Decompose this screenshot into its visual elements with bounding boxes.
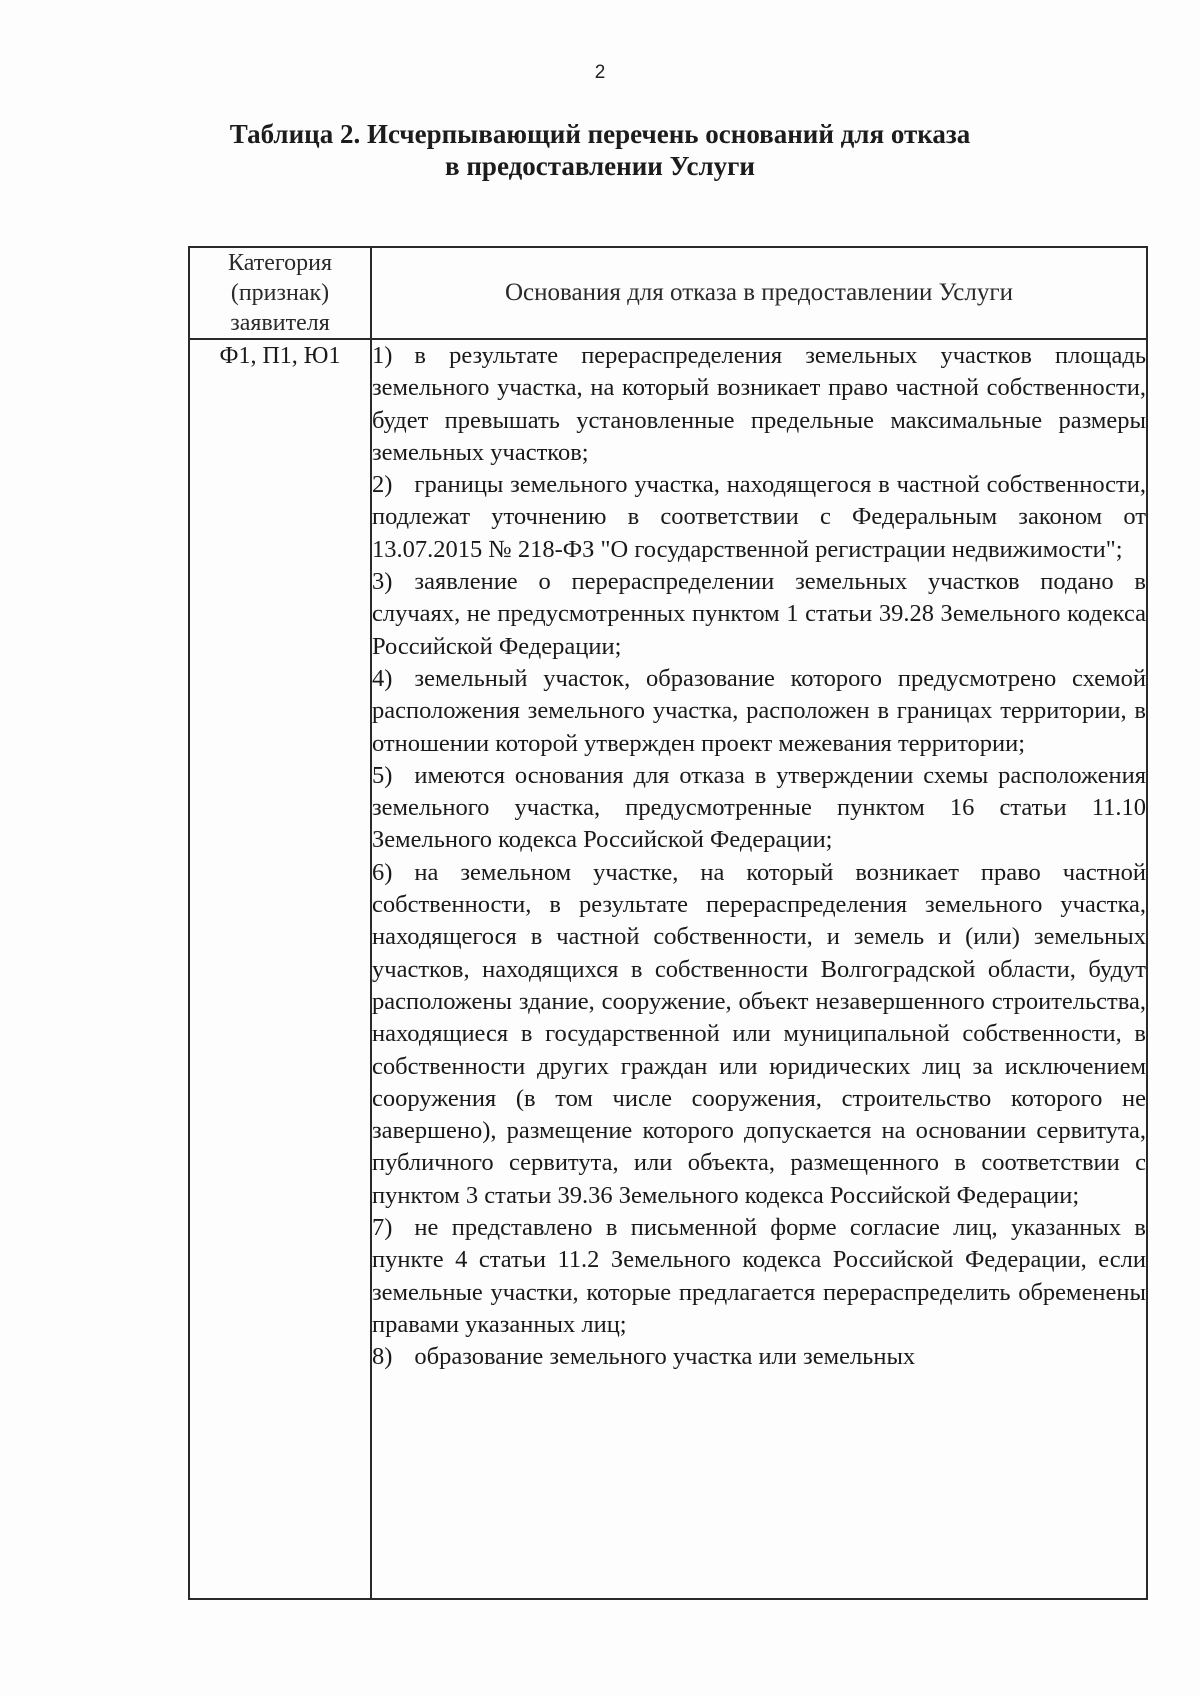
reasons-cell: [371, 339, 1147, 1599]
item-number: 5): [372, 761, 393, 789]
reason-item-3: [372, 566, 1146, 663]
header-category-line: Категория: [228, 250, 332, 276]
item-number: 8): [372, 1343, 393, 1371]
item-number: 2): [372, 471, 393, 499]
item-number: 4): [372, 664, 393, 692]
item-text: границы земельного участка, находящегося в частной собственности, подлежат уточнению в соответствии с Федеральным законом от 13.07.2015 № 218-ФЗ "О государственной регистрации недвижимости";: [372, 471, 1146, 563]
category-cell: Ф1, П1, Ю1: [189, 339, 371, 1599]
reason-item-5: [372, 760, 1146, 857]
table-title: [0, 118, 1200, 182]
reason-item-4: [372, 663, 1146, 760]
refusal-grounds-table: [188, 246, 1148, 1600]
reason-item-2: [372, 469, 1146, 566]
reason-item-6: [372, 857, 1146, 1212]
item-number: 7): [372, 1214, 393, 1242]
item-text: имеются основания для отказа в утверждении схемы расположения земельного участка, предусмотренные пунктом 16 статьи 11.10 Земельного кодекса Российской Федерации;: [372, 761, 1146, 854]
header-reasons-cell: Основания для отказа в предоставлении Услуги: [371, 247, 1147, 339]
table-header-row: [189, 247, 1147, 339]
table-row: [189, 339, 1147, 1599]
table-title-line-2: в предоставлении Услуги: [445, 151, 755, 181]
item-text: не представлено в письменной форме согласие лиц, указанных в пункте 4 статьи 11.2 Земельного кодекса Российской Федерации, если земельные участки, которые предлагается перераспределить обременены правами указанных лиц;: [372, 1214, 1146, 1338]
item-text: образование земельного участка или земельных: [414, 1343, 916, 1371]
reason-item-7: [372, 1212, 1146, 1341]
reason-item-1: [372, 340, 1146, 469]
header-category-cell: [189, 247, 371, 339]
item-number: 1): [372, 342, 393, 369]
item-number: 3): [372, 568, 393, 596]
page-number: 2: [594, 62, 606, 83]
item-text: в результате перераспределения земельных участков площадь земельного участка, на который возникает право частной собственности, будет превышать установленные предельные максимальные размеры земельных участков;: [372, 342, 1146, 466]
item-text: на земельном участке, на который возникает право частной собственности, в результате перераспределения земельного участка, находящегося в частной собственности, и земель и (или) земельных участков, находящихся в собственности Волгоградской области, будут расположены здание, сооружение, объект незавершенного строительства, находящиеся в государственной или муниципальной собственности, в собственности других граждан или юридических лиц за исключением сооружения (в том числе сооружения, строительство которого не завершено), размещение которого допускается на основании сервитута, публичного сервитута, или объекта, размещенного в соответствии с пунктом 3 статьи 39.36 Земельного кодекса Российской Федерации;: [372, 858, 1146, 1209]
item-text: заявление о перераспределении земельных участков подано в случаях, не предусмотренных пунктом 1 статьи 39.28 Земельного кодекса Российской Федерации;: [372, 568, 1146, 660]
header-category-line: заявителя: [230, 310, 330, 336]
table-title-line-1: Таблица 2. Исчерпывающий перечень оснований для отказа: [229, 119, 971, 149]
item-number: 6): [372, 858, 393, 886]
item-text: земельный участок, образование которого предусмотрено схемой расположения земельного участка, расположен в границах территории, в отношении которой утвержден проект межевания территории;: [372, 664, 1146, 757]
reason-item-8: [372, 1341, 1146, 1373]
header-category-line: (признак): [230, 280, 330, 306]
